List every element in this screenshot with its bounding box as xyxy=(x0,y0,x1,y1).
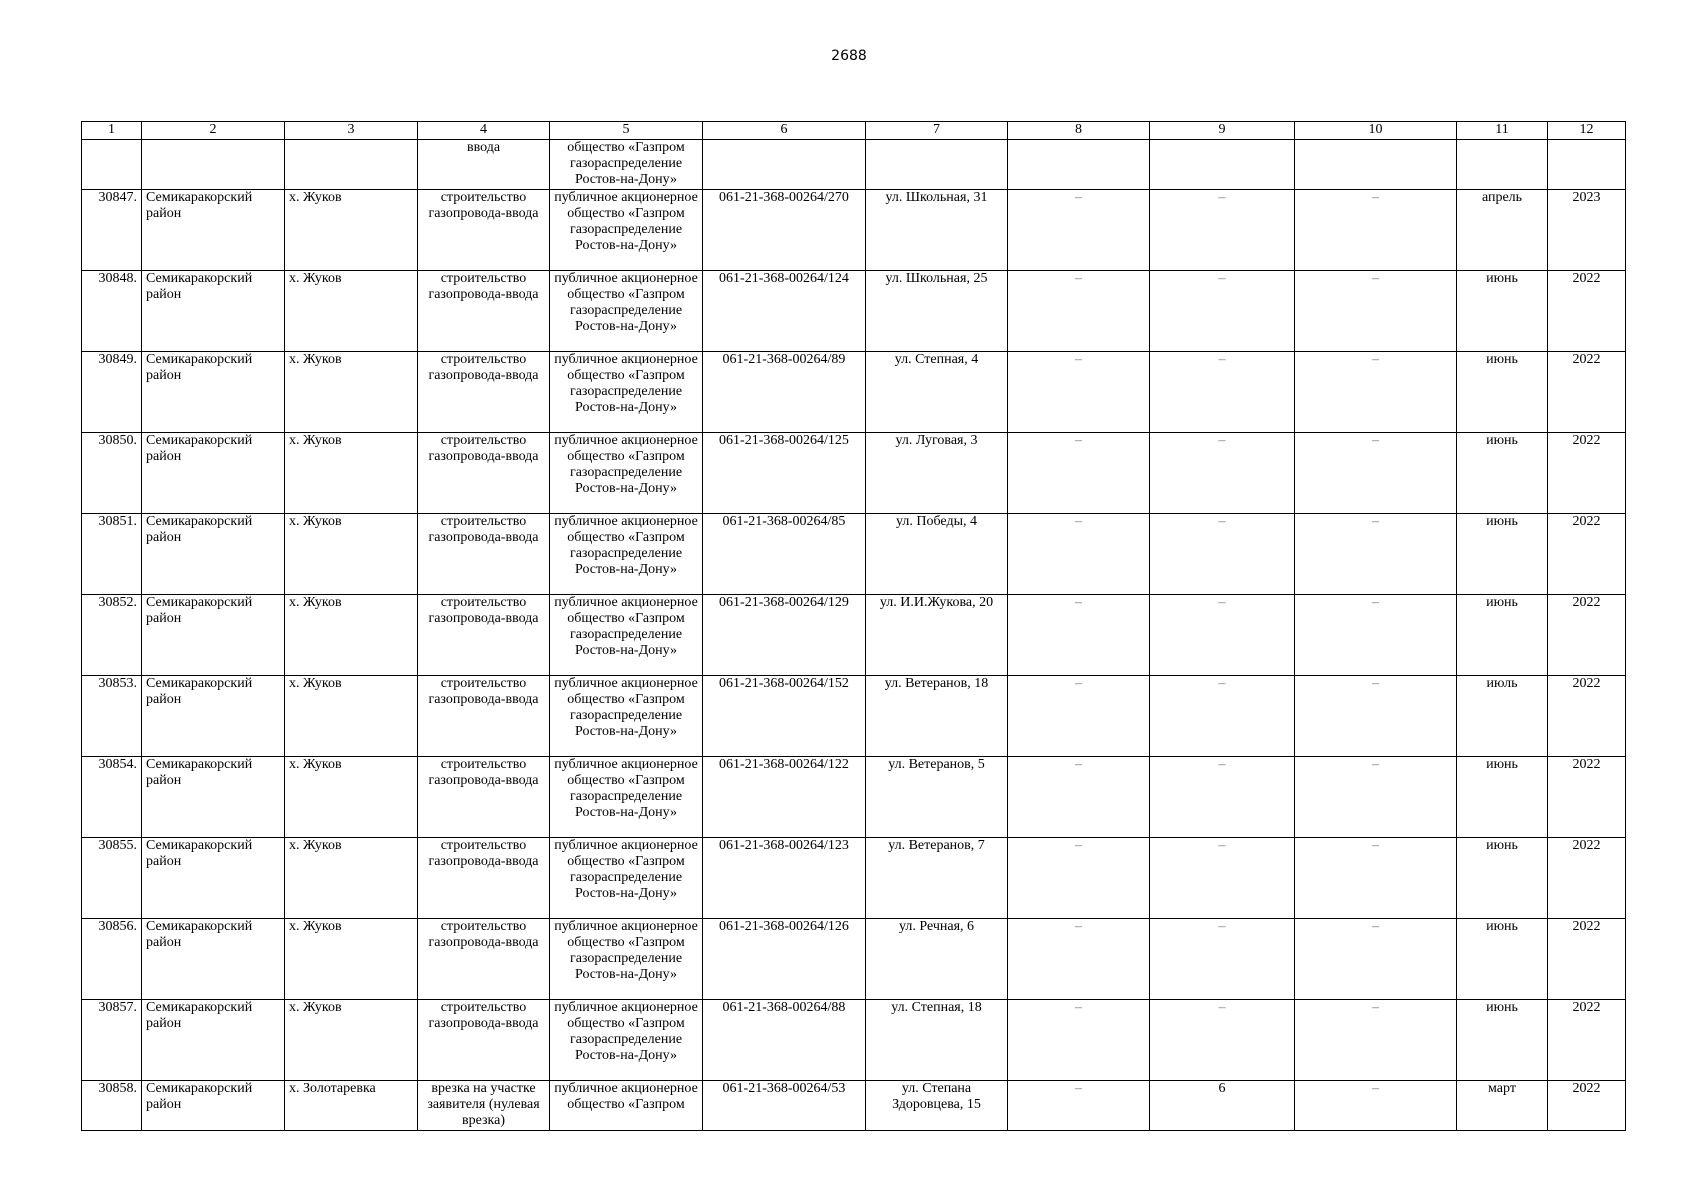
table-row xyxy=(82,433,1626,514)
cell-year: 2023 xyxy=(1548,190,1626,271)
column-header: 4 xyxy=(418,122,550,140)
cell-col8: – xyxy=(1008,1000,1150,1081)
cell-work-type: строительство газопровода-ввода xyxy=(418,514,550,595)
cell-col10: – xyxy=(1295,757,1457,838)
cell-year: 2022 xyxy=(1548,352,1626,433)
cell-address: ул. Школьная, 31 xyxy=(866,190,1008,271)
cell-col10: – xyxy=(1295,676,1457,757)
cell-year: 2022 xyxy=(1548,595,1626,676)
cell-work-type: строительство газопровода-ввода xyxy=(418,433,550,514)
cell-year: 2022 xyxy=(1548,271,1626,352)
cell-district: Семикаракорский район xyxy=(142,271,285,352)
cell-col8: – xyxy=(1008,433,1150,514)
cell-address: ул. Степана Здоровцева, 15 xyxy=(866,1081,1008,1131)
cell-locality: х. Жуков xyxy=(285,757,418,838)
table-row xyxy=(82,1000,1626,1081)
table-row xyxy=(82,1081,1626,1131)
column-header: 2 xyxy=(142,122,285,140)
cell-month: июнь xyxy=(1457,514,1548,595)
cell-row-number: 30858. xyxy=(82,1081,142,1131)
cell-district: Семикаракорский район xyxy=(142,595,285,676)
cell-district: Семикаракорский район xyxy=(142,676,285,757)
cell-work-type: врезка на участке заявителя (нулевая врезка) xyxy=(418,1081,550,1131)
cell-organization: публичное акционерное общество «Газпром газораспределение Ростов-на-Дону» xyxy=(550,595,703,676)
cell-code: 061-21-368-00264/53 xyxy=(703,1081,866,1131)
cell-organization: публичное акционерное общество «Газпром газораспределение Ростов-на-Дону» xyxy=(550,352,703,433)
column-header: 5 xyxy=(550,122,703,140)
cell-work-type: строительство газопровода-ввода xyxy=(418,919,550,1000)
table-row xyxy=(82,676,1626,757)
cell-row-number: 30850. xyxy=(82,433,142,514)
column-header: 6 xyxy=(703,122,866,140)
cell-row-number: 30854. xyxy=(82,757,142,838)
cell-col8: – xyxy=(1008,919,1150,1000)
cell-locality: х. Жуков xyxy=(285,352,418,433)
cell-code: 061-21-368-00264/126 xyxy=(703,919,866,1000)
cell-address: ул. Победы, 4 xyxy=(866,514,1008,595)
cell-code: 061-21-368-00264/122 xyxy=(703,757,866,838)
cell-col9: – xyxy=(1150,271,1295,352)
table-row xyxy=(82,838,1626,919)
cell-col9: – xyxy=(1150,838,1295,919)
cell-code: 061-21-368-00264/152 xyxy=(703,676,866,757)
cell-col8: – xyxy=(1008,595,1150,676)
cell-year: 2022 xyxy=(1548,919,1626,1000)
cell-col9: – xyxy=(1150,676,1295,757)
cell-work-type: строительство газопровода-ввода xyxy=(418,838,550,919)
cell-col9: – xyxy=(1150,1000,1295,1081)
cell-organization: публичное акционерное общество «Газпром газораспределение Ростов-на-Дону» xyxy=(550,757,703,838)
cell-month: июнь xyxy=(1457,1000,1548,1081)
cell-organization: публичное акционерное общество «Газпром газораспределение Ростов-на-Дону» xyxy=(550,676,703,757)
cell-col8: – xyxy=(1008,838,1150,919)
cell-work-type: строительство газопровода-ввода xyxy=(418,352,550,433)
cell-code: 061-21-368-00264/85 xyxy=(703,514,866,595)
column-header: 10 xyxy=(1295,122,1457,140)
cell-month: март xyxy=(1457,1081,1548,1131)
cell-district: Семикаракорский район xyxy=(142,838,285,919)
cell-district: Семикаракорский район xyxy=(142,433,285,514)
cell-organization: общество «Газпром газораспределение Ростов-на-Дону» xyxy=(550,140,703,190)
cell-code: 061-21-368-00264/88 xyxy=(703,1000,866,1081)
cell-organization: публичное акционерное общество «Газпром газораспределение Ростов-на-Дону» xyxy=(550,514,703,595)
cell-organization: публичное акционерное общество «Газпром газораспределение Ростов-на-Дону» xyxy=(550,919,703,1000)
table-row xyxy=(82,514,1626,595)
cell-locality: х. Жуков xyxy=(285,433,418,514)
cell-col10: – xyxy=(1295,838,1457,919)
cell-address: ул. Луговая, 3 xyxy=(866,433,1008,514)
cell-col9: 6 xyxy=(1150,1081,1295,1131)
cell-organization: публичное акционерное общество «Газпром газораспределение Ростов-на-Дону» xyxy=(550,271,703,352)
cell-row-number: 30853. xyxy=(82,676,142,757)
cell-district: Семикаракорский район xyxy=(142,1000,285,1081)
cell-code: 061-21-368-00264/89 xyxy=(703,352,866,433)
cell-year: 2022 xyxy=(1548,433,1626,514)
cell-locality: х. Жуков xyxy=(285,190,418,271)
cell-row-number: 30856. xyxy=(82,919,142,1000)
cell-locality: х. Жуков xyxy=(285,838,418,919)
cell-year: 2022 xyxy=(1548,1000,1626,1081)
table-row xyxy=(82,595,1626,676)
column-header: 9 xyxy=(1150,122,1295,140)
column-header: 1 xyxy=(82,122,142,140)
cell-address: ул. Ветеранов, 7 xyxy=(866,838,1008,919)
cell-work-type: строительство газопровода-ввода xyxy=(418,271,550,352)
cell-locality: х. Жуков xyxy=(285,271,418,352)
cell-col10: – xyxy=(1295,1000,1457,1081)
column-header: 11 xyxy=(1457,122,1548,140)
cell-address: ул. Школьная, 25 xyxy=(866,271,1008,352)
cell-address: ул. Ветеранов, 18 xyxy=(866,676,1008,757)
cell-code: 061-21-368-00264/129 xyxy=(703,595,866,676)
cell-code: 061-21-368-00264/123 xyxy=(703,838,866,919)
cell-year: 2022 xyxy=(1548,514,1626,595)
cell-work-type: строительство газопровода-ввода xyxy=(418,757,550,838)
column-header: 7 xyxy=(866,122,1008,140)
cell-col10: – xyxy=(1295,433,1457,514)
cell-address: ул. Степная, 18 xyxy=(866,1000,1008,1081)
cell-locality: х. Жуков xyxy=(285,1000,418,1081)
cell-col9: – xyxy=(1150,190,1295,271)
cell-empty xyxy=(703,140,866,190)
cell-row-number: 30849. xyxy=(82,352,142,433)
cell-col10: – xyxy=(1295,271,1457,352)
cell-organization: публичное акционерное общество «Газпром газораспределение Ростов-на-Дону» xyxy=(550,190,703,271)
registry-table xyxy=(81,121,1626,1131)
cell-empty xyxy=(1150,140,1295,190)
cell-locality: х. Жуков xyxy=(285,676,418,757)
column-header: 3 xyxy=(285,122,418,140)
cell-district: Семикаракорский район xyxy=(142,1081,285,1131)
cell-col8: – xyxy=(1008,757,1150,838)
cell-address: ул. Речная, 6 xyxy=(866,919,1008,1000)
column-header: 8 xyxy=(1008,122,1150,140)
cell-district: Семикаракорский район xyxy=(142,352,285,433)
cell-month: июнь xyxy=(1457,271,1548,352)
cell-row-number: 30851. xyxy=(82,514,142,595)
cell-col8: – xyxy=(1008,271,1150,352)
cell-empty xyxy=(1295,140,1457,190)
cell-work-type: строительство газопровода-ввода xyxy=(418,676,550,757)
cell-code: 061-21-368-00264/270 xyxy=(703,190,866,271)
table-row xyxy=(82,352,1626,433)
cell-col9: – xyxy=(1150,514,1295,595)
cell-empty xyxy=(1457,140,1548,190)
cell-month: июнь xyxy=(1457,595,1548,676)
cell-code: 061-21-368-00264/124 xyxy=(703,271,866,352)
table-row xyxy=(82,919,1626,1000)
cell-col10: – xyxy=(1295,919,1457,1000)
cell-row-number: 30857. xyxy=(82,1000,142,1081)
cell-year: 2022 xyxy=(1548,838,1626,919)
cell-work-type: строительство газопровода-ввода xyxy=(418,1000,550,1081)
cell-month: июнь xyxy=(1457,757,1548,838)
cell-month: апрель xyxy=(1457,190,1548,271)
continuation-row xyxy=(82,140,1626,190)
cell-locality: х. Жуков xyxy=(285,919,418,1000)
cell-year: 2022 xyxy=(1548,676,1626,757)
cell-month: июнь xyxy=(1457,838,1548,919)
cell-empty xyxy=(285,140,418,190)
cell-col8: – xyxy=(1008,514,1150,595)
cell-address: ул. Степная, 4 xyxy=(866,352,1008,433)
cell-month: июнь xyxy=(1457,433,1548,514)
cell-col10: – xyxy=(1295,1081,1457,1131)
cell-work-type: строительство газопровода-ввода xyxy=(418,190,550,271)
cell-year: 2022 xyxy=(1548,757,1626,838)
table-row xyxy=(82,757,1626,838)
column-header: 12 xyxy=(1548,122,1626,140)
cell-col10: – xyxy=(1295,352,1457,433)
cell-row-number: 30852. xyxy=(82,595,142,676)
cell-address: ул. И.И.Жукова, 20 xyxy=(866,595,1008,676)
cell-empty xyxy=(866,140,1008,190)
cell-col9: – xyxy=(1150,352,1295,433)
cell-col9: – xyxy=(1150,757,1295,838)
cell-locality: х. Жуков xyxy=(285,595,418,676)
cell-col8: – xyxy=(1008,676,1150,757)
cell-month: июнь xyxy=(1457,352,1548,433)
cell-locality: х. Золотаревка xyxy=(285,1081,418,1131)
cell-work-type: ввода xyxy=(418,140,550,190)
table-row xyxy=(82,190,1626,271)
cell-work-type: строительство газопровода-ввода xyxy=(418,595,550,676)
cell-district: Семикаракорский район xyxy=(142,514,285,595)
cell-district: Семикаракорский район xyxy=(142,757,285,838)
table-row xyxy=(82,271,1626,352)
cell-empty xyxy=(142,140,285,190)
cell-organization: публичное акционерное общество «Газпром газораспределение Ростов-на-Дону» xyxy=(550,838,703,919)
cell-col9: – xyxy=(1150,919,1295,1000)
cell-col8: – xyxy=(1008,352,1150,433)
cell-row-number: 30848. xyxy=(82,271,142,352)
cell-organization: публичное акционерное общество «Газпром газораспределение Ростов-на-Дону» xyxy=(550,433,703,514)
cell-col8: – xyxy=(1008,190,1150,271)
cell-month: июнь xyxy=(1457,919,1548,1000)
cell-col10: – xyxy=(1295,190,1457,271)
cell-row-number: 30855. xyxy=(82,838,142,919)
cell-col8: – xyxy=(1008,1081,1150,1131)
cell-empty xyxy=(1008,140,1150,190)
cell-month: июль xyxy=(1457,676,1548,757)
cell-col9: – xyxy=(1150,595,1295,676)
page-number: 2688 xyxy=(831,48,867,64)
cell-code: 061-21-368-00264/125 xyxy=(703,433,866,514)
cell-year: 2022 xyxy=(1548,1081,1626,1131)
cell-organization: публичное акционерное общество «Газпром xyxy=(550,1081,703,1131)
cell-row-number: 30847. xyxy=(82,190,142,271)
cell-empty xyxy=(1548,140,1626,190)
cell-col10: – xyxy=(1295,514,1457,595)
cell-col10: – xyxy=(1295,595,1457,676)
cell-district: Семикаракорский район xyxy=(142,919,285,1000)
cell-organization: публичное акционерное общество «Газпром газораспределение Ростов-на-Дону» xyxy=(550,1000,703,1081)
cell-address: ул. Ветеранов, 5 xyxy=(866,757,1008,838)
header-row xyxy=(82,122,1626,140)
cell-locality: х. Жуков xyxy=(285,514,418,595)
cell-empty xyxy=(82,140,142,190)
cell-col9: – xyxy=(1150,433,1295,514)
cell-district: Семикаракорский район xyxy=(142,190,285,271)
